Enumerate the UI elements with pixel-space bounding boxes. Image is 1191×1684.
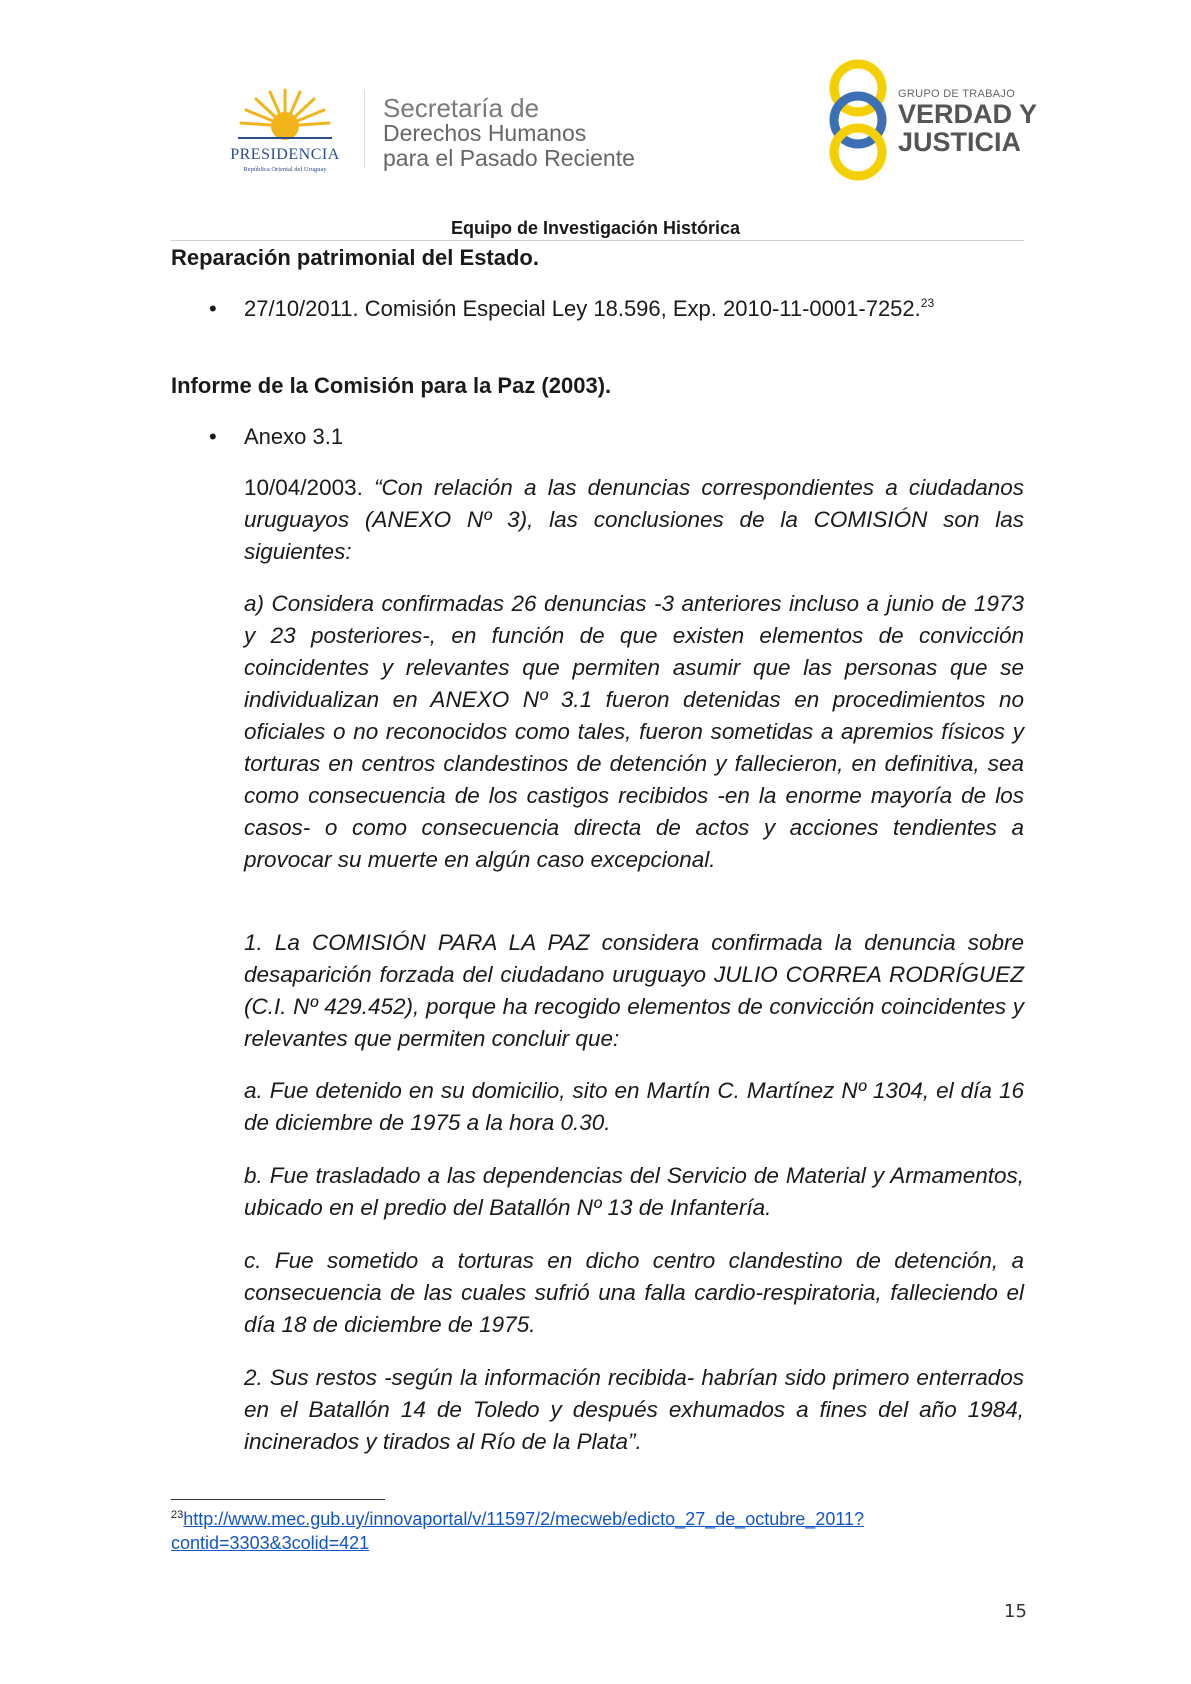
running-header: Equipo de Investigación Histórica (450, 218, 741, 238)
paragraph-2-text: 2. Sus restos -según la información recibida- habrían sido primero enterrados en el Batallón 14 de Toledo y después exhumados a fines del año 1984, incinerados y tirados al Río de la Plata”. (244, 1365, 1024, 1454)
gtvj-line-2: JUSTICIA (898, 127, 1022, 157)
paragraph-c-text: c. Fue sometido a torturas en dicho centro clandestino de detención, a consecuencia de las cuales sufrió una falla cardio-respiratoria, falleciendo el día 18 de diciembre de 1975. (244, 1248, 1024, 1337)
intro-quote: “Con relación a las denuncias correspondientes a ciudadanos uruguayos (ANEXO Nº 3), las conclusiones de la COMISIÓN son las siguientes: (244, 475, 1024, 564)
presidencia-label: PRESIDENCIA (230, 146, 340, 163)
gtvj-wordmark (898, 88, 1037, 156)
paragraph-a2 (244, 1075, 1024, 1139)
page-number: 15 (1004, 1601, 1027, 1622)
footnote-number: 23 (171, 1509, 184, 1521)
section-title-informe: Informe de la Comisión para la Paz (2003). (171, 373, 612, 398)
paragraph-c (244, 1245, 1024, 1341)
interlocked-rings-icon (822, 56, 894, 184)
secretaria-line-3: para el Pasado Reciente (383, 145, 635, 171)
secretaria-line-1: Secretaría de (383, 93, 540, 123)
gtvj-small-label: GRUPO DE TRABAJO (898, 88, 1016, 100)
header-divider (364, 90, 365, 168)
paragraph-a2-text: a. Fue detenido en su domicilio, sito en Martín C. Martínez Nº 1304, el día 16 de diciembre de 1975 a la hora 0.30. (244, 1078, 1024, 1135)
footnote-link[interactable]: http://www.mec.gub.uy/innovaportal/v/11597/2/mecweb/edicto_27_de_octubre_2011?contid=3303&3colid=421 (171, 1509, 865, 1553)
paragraph-a (244, 588, 1024, 876)
list-item-anexo: Anexo 3.1 (244, 424, 344, 449)
footnote-separator (171, 1499, 385, 1500)
paragraph-a-text: a) Considera confirmadas 26 denuncias -3 anteriores incluso a junio de 1973 y 23 posteriores-, en función de que existen elementos de convicción coincidentes y relevantes que permiten asumir que las personas que se individualizan en ANEXO Nº 3.1 fueron detenidas en procedimientos no oficiales o no reconocidos como tales, fueron sometidas a apremios físicos y torturas en centros clandestinos de detención y fallecieron, en definitiva, sea como consecuencia de los castigos recibidos -en la enorme mayoría de los casos- o como consecuencia directa de actos y acciones tendientes a provocar su muerte en algún caso excepcional. (244, 591, 1024, 872)
gtvj-logo (822, 56, 894, 184)
bullet-icon: • (209, 296, 217, 321)
secretaria-title (383, 93, 635, 171)
gtvj-line-1: VERDAD Y (898, 99, 1038, 129)
section-title-reparacion: Reparación patrimonial del Estado. (171, 245, 539, 270)
paragraph-b (244, 1160, 1024, 1224)
secretaria-line-2: Derechos Humanos (383, 120, 587, 146)
paragraph-2 (244, 1362, 1024, 1458)
paragraph-1-text: 1. La COMISIÓN PARA LA PAZ considera confirmada la denuncia sobre desaparición forzada del ciudadano uruguayo JULIO CORREA RODRÍGUEZ (C.I. Nº 429.452), porque ha recogido elementos de convicción coincidentes y relevantes que permiten concluir que: (244, 930, 1024, 1051)
sun-emblem-icon (210, 86, 360, 148)
list-item-exp (244, 296, 934, 322)
footnote (171, 1503, 1031, 1555)
intro-date: 10/04/2003. (244, 475, 375, 500)
paragraph-intro (244, 472, 1024, 568)
bullet-icon: • (209, 424, 217, 449)
presidencia-logo (210, 86, 360, 176)
list-item-text: 27/10/2011. Comisión Especial Ley 18.596, Exp. 2010-11-0001-7252. (244, 296, 921, 321)
presidencia-subtitle: República Oriental del Uruguay (243, 166, 327, 173)
footnote-ref[interactable]: 23 (920, 296, 935, 310)
paragraph-1 (244, 927, 1024, 1055)
paragraph-b-text: b. Fue trasladado a las dependencias del Servicio de Material y Armamentos, ubicado en el predio del Batallón Nº 13 de Infantería. (244, 1163, 1024, 1220)
header-rule (171, 240, 1024, 241)
